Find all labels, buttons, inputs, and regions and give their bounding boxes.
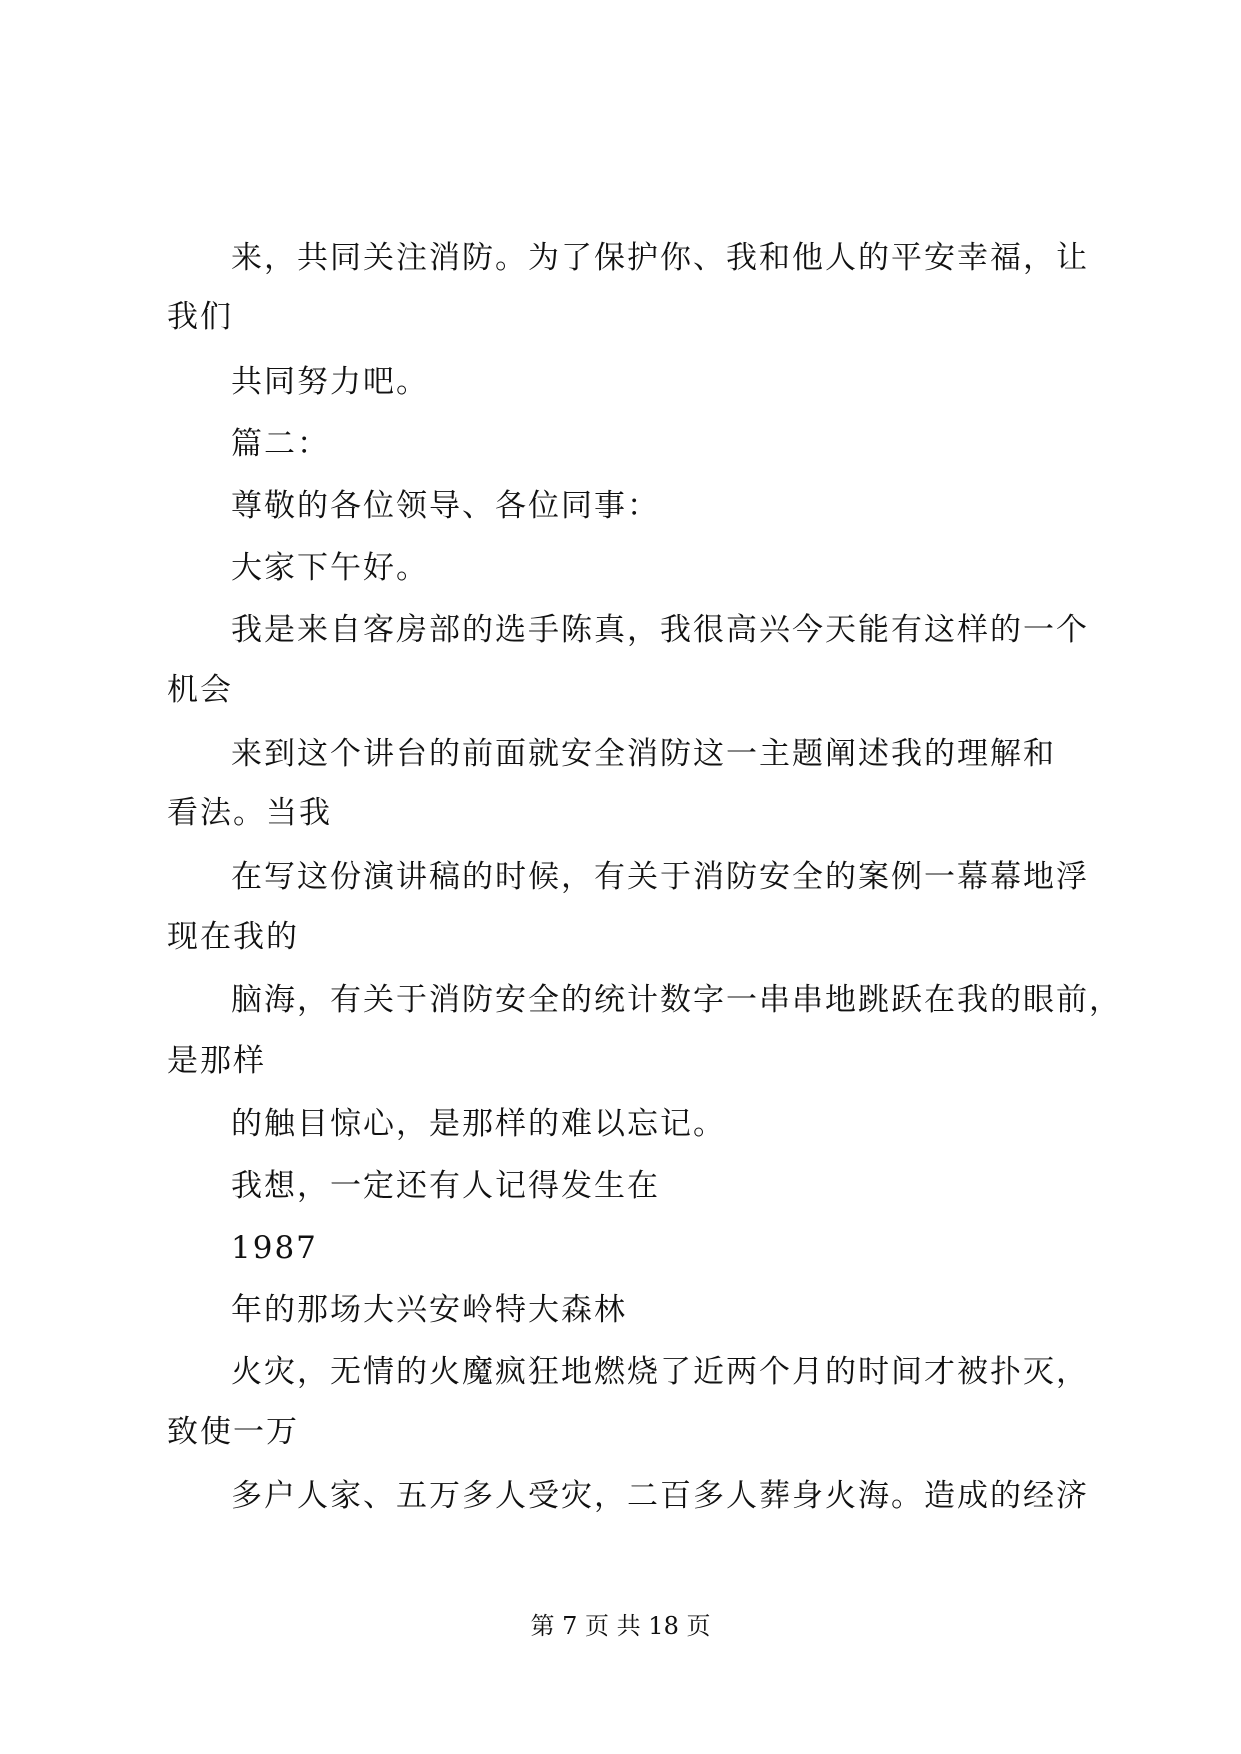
text-line: 共同努力吧。 [231, 364, 429, 400]
section-heading: 篇二： [231, 426, 330, 462]
text-line: 我想，一定还有人记得发生在 [231, 1168, 660, 1204]
text-line: 在写这份演讲稿的时候，有关于消防安全的案例一幕幕地浮 [231, 859, 1089, 895]
salutation: 尊敬的各位领导、各位同事： [231, 488, 660, 524]
text-line: 的触目惊心，是那样的难以忘记。 [231, 1106, 726, 1142]
text-line: 机会 [167, 672, 233, 708]
text-line: 火灾，无情的火魔疯狂地燃烧了近两个月的时间才被扑灭， [231, 1354, 1089, 1390]
year-line: 1987 [231, 1230, 318, 1266]
page-number-footer: 第 7 页 共 18 页 [530, 1612, 711, 1640]
greeting: 大家下午好。 [231, 550, 429, 586]
text-line: 我是来自客房部的选手陈真，我很高兴今天能有这样的一个 [231, 612, 1089, 648]
text-line: 看法。当我 [167, 795, 332, 831]
text-line: 现在我的 [167, 919, 299, 955]
text-line: 是那样 [167, 1043, 266, 1079]
text-line: 多户人家、五万多人受灾，二百多人葬身火海。造成的经济 [231, 1478, 1089, 1514]
text-line: 来，共同关注消防。为了保护你、我和他人的平安幸福，让 [231, 240, 1089, 276]
text-line: 年的那场大兴安岭特大森林 [231, 1292, 627, 1328]
text-line: 脑海，有关于消防安全的统计数字一串串地跳跃在我的眼前， [231, 982, 1122, 1018]
text-line: 我们 [167, 299, 233, 335]
text-line: 来到这个讲台的前面就安全消防这一主题阐述我的理解和 [231, 736, 1056, 772]
text-line: 致使一万 [167, 1414, 299, 1450]
